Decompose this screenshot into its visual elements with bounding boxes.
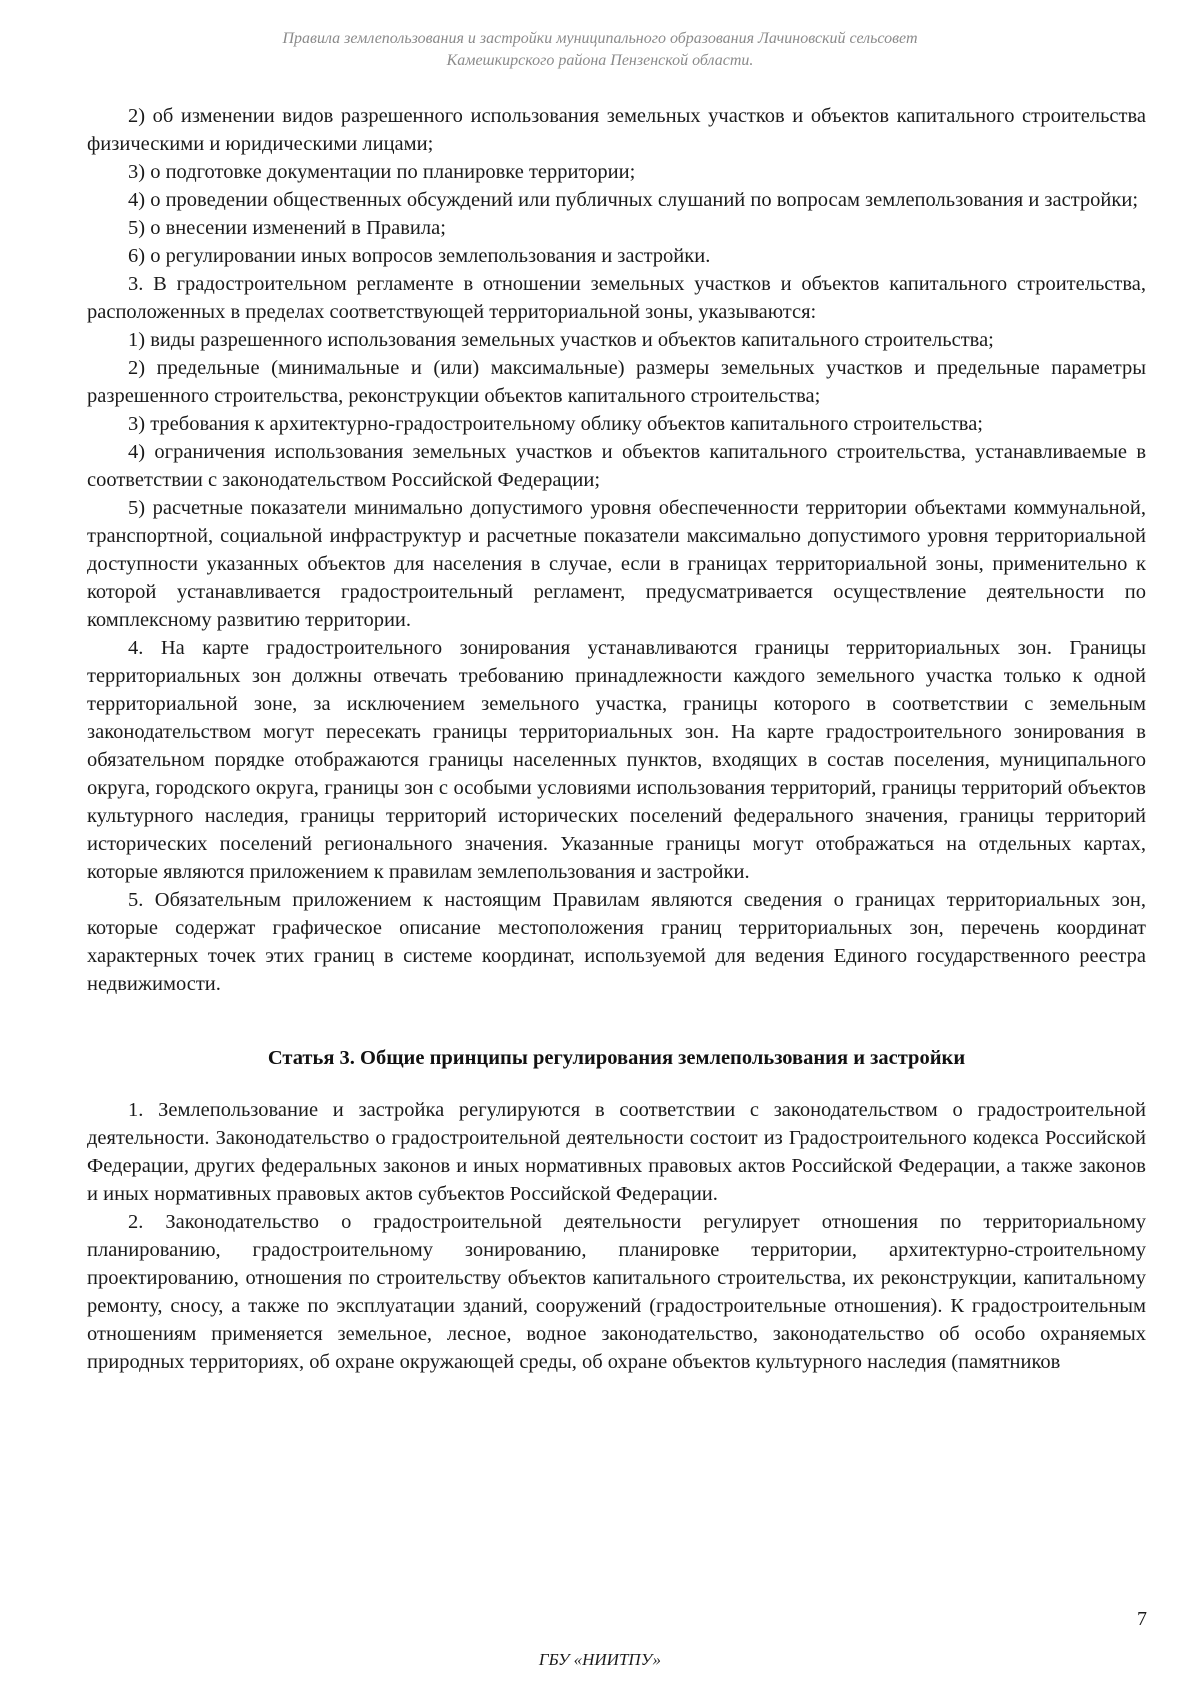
paragraph: 3) требования к архитектурно-градостроительному облику объектов капитального строительства;	[128, 413, 983, 435]
paragraph: 3) о подготовке документации по планировке территории;	[128, 161, 636, 183]
running-header	[150, 28, 1050, 72]
paragraph: 2. Законодательство о градостроительной деятельности регулирует отношения по территориальному планированию, градостроительному зонированию, планировке территории, архитектурно-строительному проектированию, отношения по строительству объектов капитального строительства, их реконструкции, капитальному ремонту, сносу, а также по эксплуатации зданий, сооружений (градостроительные отношения). К градостроительным отношениям применяется земельное, лесное, водное законодательство, законодательство об особо охраняемых природных территориях, об охране окружающей среды, об охране объектов культурного наследия (памятников	[87, 1211, 1146, 1373]
paragraph: 3. В градостроительном регламенте в отношении земельных участков и объектов капитального строительства, расположенных в пределах соответствующей территориальной зоны, указываются:	[87, 273, 1146, 323]
paragraph: 6) о регулировании иных вопросов землепользования и застройки.	[128, 245, 711, 267]
paragraph: 5) о внесении изменений в Правила;	[128, 217, 446, 239]
paragraph: 4) о проведении общественных обсуждений или публичных слушаний по вопросам землепользования и застройки;	[128, 189, 1139, 211]
paragraph: 4) ограничения использования земельных участков и объектов капитального строительства, устанавливаемые в соответствии с законодательством Российской Федерации;	[87, 441, 1146, 491]
article-heading: Статья 3. Общие принципы регулирования землепользования и застройки	[267, 1047, 966, 1069]
running-header-line-1: Правила землепользования и застройки муниципального образования Лачиновский сельсовет	[282, 30, 918, 47]
paragraph: 5. Обязательным приложением к настоящим Правилам являются сведения о границах территориальных зон, которые содержат графическое описание местоположения границ территориальных зон, перечень координат характерных точек этих границ в системе координат, используемой для ведения Единого государственного реестра недвижимости.	[87, 889, 1146, 995]
paragraph: 4. На карте градостроительного зонирования устанавливаются границы территориальных зон. Границы территориальных зон должны отвечать требованию принадлежности каждого земельного участка только к одной территориальной зоне, за исключением земельного участка, границы которого в соответствии с земельным законодательством могут пересекать границы территориальных зон. На карте градостроительного зонирования в обязательном порядке отображаются границы населенных пунктов, входящих в состав поселения, муниципального округа, городского округа, границы зон с особыми условиями использования территорий, границы территорий объектов культурного наследия, границы территорий исторических поселений федерального значения, границы территорий исторических поселений регионального значения. Указанные границы могут отображаться на отдельных картах, которые являются приложением к правилам землепользования и застройки.	[87, 637, 1146, 883]
page-number: 7	[1137, 1608, 1147, 1630]
paragraph: 2) предельные (минимальные и (или) максимальные) размеры земельных участков и предельные параметры разрешенного строительства, реконструкции объектов капитального строительства;	[87, 357, 1146, 407]
running-footer: ГБУ «НИИТПУ»	[538, 1650, 662, 1669]
paragraph: 5) расчетные показатели минимально допустимого уровня обеспеченности территории объектами коммунальной, транспортной, социальной инфраструктур и расчетные показатели максимально допустимого уровня территориальной доступности указанных объектов для населения в случае, если в границах территориальной зоны, применительно к которой устанавливается градостроительный регламент, предусматривается осуществление деятельности по комплексному развитию территории.	[87, 497, 1146, 631]
paragraph: 1) виды разрешенного использования земельных участков и объектов капитального строительства;	[128, 329, 994, 351]
running-header-line-2: Камешкирского района Пензенской области.	[446, 52, 754, 69]
paragraph: 1. Землепользование и застройка регулируются в соответствии с законодательством о градостроительной деятельности. Законодательство о градостроительной деятельности состоит из Градостроительного кодекса Российской Федерации, других федеральных законов и иных нормативных правовых актов Российской Федерации, а также законов и иных нормативных правовых актов субъектов Российской Федерации.	[87, 1099, 1146, 1205]
document-body	[87, 102, 1146, 1376]
paragraph: 2) об изменении видов разрешенного использования земельных участков и объектов капитального строительства физическими и юридическими лицами;	[87, 105, 1146, 155]
